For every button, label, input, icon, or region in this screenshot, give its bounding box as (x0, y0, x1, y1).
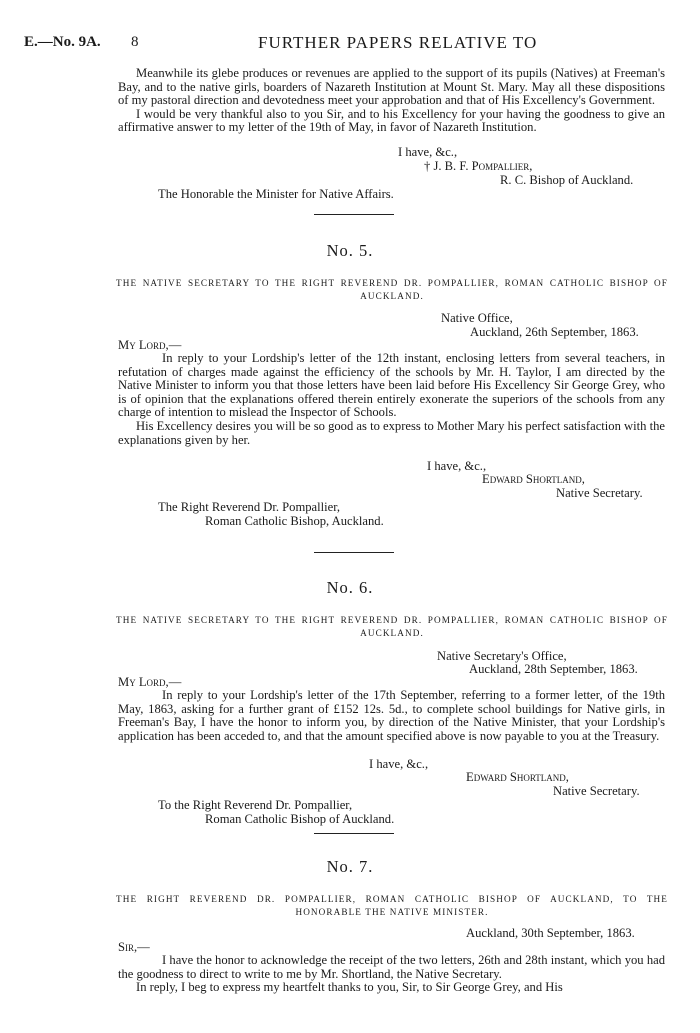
section-divider (314, 214, 394, 215)
document-5-addressee-line-2: Roman Catholic Bishop, Auckland. (205, 514, 384, 528)
document-5-date: Auckland, 26th September, 1863. (470, 325, 639, 339)
document-7-paragraph-2: In reply, I beg to express my heartfelt thanks to you, Sir, to Sir George Grey, and His (136, 980, 563, 995)
document-5-signer-title: Native Secretary. (556, 486, 643, 500)
document-6-addressee-line-2: Roman Catholic Bishop of Auckland. (205, 812, 395, 826)
intro-closing: I have, &c., (398, 145, 458, 159)
document-6-place: Native Secretary's Office, (437, 649, 567, 663)
document-6-caption: THE NATIVE SECRETARY TO THE RIGHT REVEREND DR. POMPALLIER, ROMAN CATHOLIC BISHOP OF AUCKLAND. (116, 615, 668, 638)
document-5-body (118, 352, 665, 447)
document-6-salutation: My Lord,— (118, 675, 182, 689)
document-6-addressee-line-1: To the Right Reverend Dr. Pompallier, (158, 798, 353, 812)
document-6-signer-title: Native Secretary. (553, 784, 640, 798)
document-7-paragraph-1: I have the honor to acknowledge the receipt of the two letters, 26th and 28th instant, which you had the goodness to direct to write to me by Mr. Shortland, the Native Secretary. (118, 953, 665, 981)
document-5-addressee-line-1: The Right Reverend Dr. Pompallier, (158, 500, 341, 514)
section-divider (314, 833, 394, 834)
intro-signer-title: R. C. Bishop of Auckland. (500, 173, 634, 187)
document-5-salutation: My Lord,— (118, 338, 182, 352)
document-6-paragraph-1: In reply to your Lordship's letter of the 17th September, referring to a former letter, of the 19th May, 1863, asking for a further grant of £152 12s. 5d., to complete school buildings for Native girls, in Freeman's Bay, I have the honor to inform you, by direction of the Native Minister, that your Lordship's application has been acceded to, and that the amount specified above is now payable to you at the Treasury. (118, 688, 665, 743)
document-7-caption: THE RIGHT REVEREND DR. POMPALLIER, ROMAN CATHOLIC BISHOP OF AUCKLAND, TO THE HONORABLE THE NATIVE MINISTER. (116, 894, 668, 917)
document-6-signer: Edward Shortland, (466, 770, 569, 784)
document-7-date: Auckland, 30th September, 1863. (466, 926, 635, 940)
intro-paragraph-1: Meanwhile its glebe produces or revenues are applied to the support of its pupils (Natives) at Freeman's Bay, and to the native girls, boarders of Nazareth Institution at Mount St. Mary. May all these dispositions of my pastoral direction and devotedness meet your approbation and that of His Excellency's Government. (118, 66, 665, 108)
document-5-paragraph-1: In reply to your Lordship's letter of the 12th instant, enclosing letters from several teachers, in refutation of charges made against the efficiency of the schools by Mr. H. Taylor, I am directed by the Native Minister to inform you that those letters have been laid before His Excellency Sir George Grey, who is of opinion that the explanations offered therein entirely exonerate the superiors of the schools from any charge of intention to mislead the Inspector of Schools. (118, 351, 665, 420)
document-6-body (118, 689, 665, 743)
document-number-5: No. 5. (326, 241, 374, 260)
document-6-closing: I have, &c., (369, 757, 429, 771)
document-5-paragraph-2: His Excellency desires you will be so good as to express to Mother Mary his perfect satisfaction with the explanations given by her. (118, 418, 665, 447)
document-5-place: Native Office, (441, 311, 513, 325)
document-5-closing: I have, &c., (427, 459, 487, 473)
document-7-salutation: Sir,— (118, 940, 150, 954)
paper-reference: E.—No. 9A. (24, 34, 101, 50)
running-title: FURTHER PAPERS RELATIVE TO (258, 33, 538, 52)
document-number-7: No. 7. (326, 857, 374, 876)
intro-letter (118, 67, 665, 135)
intro-paragraph-2: I would be very thankful also to you Sir, and to his Excellency for your having the goodness to give an affirmative answer to my letter of the 19th of May, in favor of Nazareth Institution. (118, 106, 665, 135)
page-number: 8 (131, 34, 139, 50)
document-6-date: Auckland, 28th September, 1863. (469, 662, 638, 676)
document-7-body (118, 954, 665, 995)
document-5-signer: Edward Shortland, (482, 472, 585, 486)
page-header (0, 34, 700, 56)
intro-addressee: The Honorable the Minister for Native Affairs. (158, 187, 394, 201)
document-5-caption: THE NATIVE SECRETARY TO THE RIGHT REVEREND DR. POMPALLIER, ROMAN CATHOLIC BISHOP OF AUCKLAND. (116, 278, 668, 301)
document-number-6: No. 6. (326, 578, 374, 597)
section-divider (314, 552, 394, 553)
intro-signer: † J. B. F. Pompallier, (424, 159, 533, 173)
